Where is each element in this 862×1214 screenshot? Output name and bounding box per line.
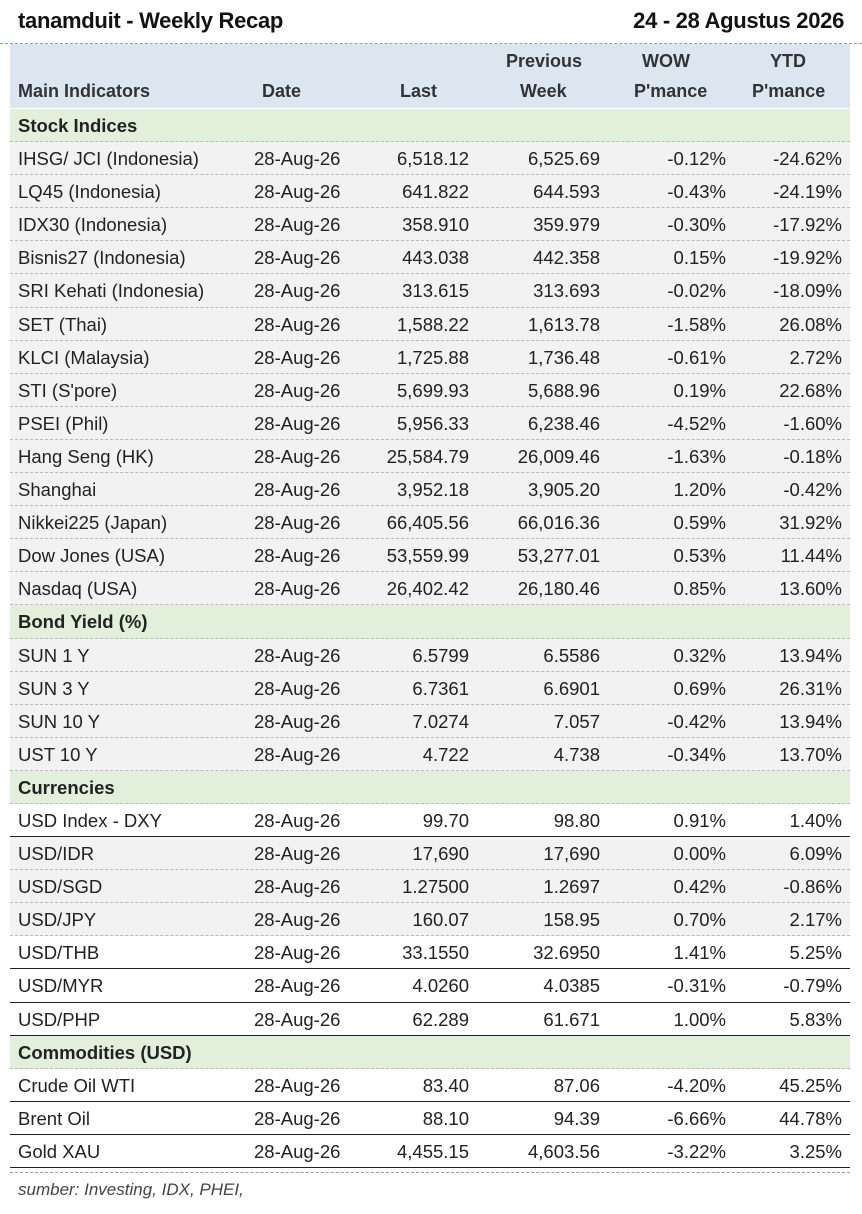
previous-week-value: 1,736.48 [527, 346, 600, 368]
last-value: 17,690 [412, 843, 469, 865]
ytd-performance: 13.94% [779, 644, 842, 666]
table-row [10, 142, 850, 175]
table-bottom-divider [10, 1172, 850, 1173]
wow-performance: -1.63% [667, 445, 726, 467]
date-cell: 28-Aug-26 [254, 412, 341, 434]
last-value: 88.10 [422, 1107, 469, 1129]
table-row [10, 407, 850, 440]
col-ytd-line1: YTD [770, 51, 806, 71]
ytd-performance: -19.92% [773, 247, 842, 269]
wow-performance: -4.52% [667, 412, 726, 434]
date-cell: 28-Aug-26 [254, 545, 341, 567]
section-label: Bond Yield (%) [18, 611, 148, 633]
last-value: 33.1550 [402, 942, 469, 964]
col-ytd-line2: P'mance [752, 81, 826, 101]
indicator-name: USD/THB [18, 942, 100, 964]
ytd-performance: -0.86% [783, 876, 842, 898]
previous-week-value: 5,688.96 [527, 379, 600, 401]
previous-week-value: 53,277.01 [517, 545, 600, 567]
date-cell: 28-Aug-26 [254, 214, 341, 236]
last-value: 25,584.79 [386, 445, 469, 467]
ytd-performance: -1.60% [783, 412, 842, 434]
ytd-performance: 26.31% [779, 677, 842, 699]
table-row [10, 1003, 850, 1036]
previous-week-value: 6,525.69 [527, 148, 600, 170]
wow-performance: 0.53% [673, 545, 726, 567]
last-value: 7.0274 [412, 710, 469, 732]
section-header [10, 1036, 850, 1069]
last-value: 62.289 [412, 1008, 469, 1030]
wow-performance: 0.42% [673, 876, 726, 898]
previous-week-value: 61.671 [543, 1008, 600, 1030]
previous-week-value: 94.39 [553, 1107, 600, 1129]
ytd-performance: 44.78% [779, 1107, 842, 1129]
ytd-performance: 6.09% [789, 843, 842, 865]
indicator-name: LQ45 (Indonesia) [18, 181, 161, 203]
wow-performance: -0.31% [667, 975, 726, 997]
report-title: tanamduit - Weekly Recap [18, 8, 284, 33]
wow-performance: 0.00% [673, 843, 726, 865]
wow-performance: -6.66% [667, 1107, 726, 1129]
indicator-name: Nasdaq (USA) [18, 578, 138, 600]
wow-performance: -0.34% [667, 743, 726, 765]
previous-week-value: 17,690 [543, 843, 600, 865]
previous-week-value: 66,016.36 [517, 512, 600, 534]
title-bar [0, 0, 862, 44]
last-value: 641.822 [402, 181, 469, 203]
last-value: 6,518.12 [396, 148, 469, 170]
date-cell: 28-Aug-26 [254, 1107, 341, 1129]
ytd-performance: -0.79% [783, 975, 842, 997]
date-cell: 28-Aug-26 [254, 743, 341, 765]
wow-performance: -1.58% [667, 313, 726, 335]
last-value: 4,455.15 [396, 1140, 469, 1162]
wow-performance: 0.32% [673, 644, 726, 666]
ytd-performance: 5.83% [789, 1008, 842, 1030]
date-cell: 28-Aug-26 [254, 445, 341, 467]
ytd-performance: 31.92% [779, 512, 842, 534]
last-value: 160.07 [412, 909, 469, 931]
last-value: 5,956.33 [396, 412, 469, 434]
table-row [10, 738, 850, 771]
previous-week-value: 3,905.20 [527, 479, 600, 501]
indicator-name: SET (Thai) [18, 313, 108, 335]
previous-week-value: 644.593 [533, 181, 600, 203]
date-cell: 28-Aug-26 [254, 876, 341, 898]
last-value: 4.0260 [412, 975, 469, 997]
indicator-name: Gold XAU [18, 1140, 101, 1162]
date-cell: 28-Aug-26 [254, 379, 341, 401]
date-cell: 28-Aug-26 [254, 346, 341, 368]
indicator-name: Hang Seng (HK) [18, 445, 154, 467]
wow-performance: 1.20% [673, 479, 726, 501]
table-row [10, 639, 850, 672]
indicator-name: USD/PHP [18, 1008, 101, 1030]
ytd-performance: -0.42% [783, 479, 842, 501]
indicator-name: Nikkei225 (Japan) [18, 512, 168, 534]
indicator-name: SUN 10 Y [18, 710, 100, 732]
table-row [10, 837, 850, 870]
wow-performance: -3.22% [667, 1140, 726, 1162]
last-value: 99.70 [422, 809, 469, 831]
section-header [10, 605, 850, 638]
previous-week-value: 4.738 [553, 743, 600, 765]
date-cell: 28-Aug-26 [254, 843, 341, 865]
table-row [10, 969, 850, 1002]
previous-week-value: 359.979 [533, 214, 600, 236]
table-row [10, 208, 850, 241]
last-value: 6.7361 [412, 677, 469, 699]
date-cell: 28-Aug-26 [254, 512, 341, 534]
table-row [10, 572, 850, 605]
previous-week-value: 1.2697 [543, 876, 600, 898]
ytd-performance: 11.44% [780, 545, 842, 567]
ytd-performance: 5.25% [789, 942, 842, 964]
table-row [10, 672, 850, 705]
table-row [10, 274, 850, 307]
wow-performance: 1.41% [673, 942, 726, 964]
indicator-name: USD/JPY [18, 909, 97, 931]
previous-week-value: 6,238.46 [527, 412, 600, 434]
indicator-name: Shanghai [18, 479, 97, 501]
wow-performance: -0.02% [667, 280, 726, 302]
last-value: 358.910 [402, 214, 469, 236]
ytd-performance: 26.08% [779, 313, 842, 335]
ytd-performance: -17.92% [773, 214, 842, 236]
wow-performance: -0.43% [667, 181, 726, 203]
indicator-name: Bisnis27 (Indonesia) [18, 247, 186, 269]
wow-performance: 0.85% [673, 578, 726, 600]
ytd-performance: -0.18% [783, 445, 842, 467]
previous-week-value: 442.358 [533, 247, 600, 269]
ytd-performance: 13.94% [779, 710, 842, 732]
col-date: Date [262, 81, 302, 101]
last-value: 1,725.88 [396, 346, 469, 368]
table-row [10, 374, 850, 407]
indicator-name: USD/IDR [18, 843, 95, 865]
date-cell: 28-Aug-26 [254, 313, 341, 335]
source-note: sumber: Investing, IDX, PHEI, [18, 1180, 244, 1199]
indicator-name: Brent Oil [18, 1107, 90, 1129]
last-value: 1,588.22 [396, 313, 469, 335]
table-body [10, 109, 850, 1168]
previous-week-value: 32.6950 [533, 942, 600, 964]
ytd-performance: 2.72% [789, 346, 842, 368]
indicator-name: KLCI (Malaysia) [18, 346, 150, 368]
last-value: 313.615 [402, 280, 469, 302]
ytd-performance: 13.70% [779, 743, 842, 765]
indicator-name: Crude Oil WTI [18, 1074, 136, 1096]
date-cell: 28-Aug-26 [254, 710, 341, 732]
wow-performance: -0.12% [667, 148, 726, 170]
date-cell: 28-Aug-26 [254, 809, 341, 831]
last-value: 5,699.93 [396, 379, 469, 401]
col-wow-line2: P'mance [634, 81, 708, 101]
table-row [10, 440, 850, 473]
col-previous-line1: Previous [506, 51, 583, 71]
col-last: Last [400, 81, 438, 101]
wow-performance: 0.19% [673, 379, 726, 401]
ytd-performance: -24.19% [773, 181, 842, 203]
last-value: 53,559.99 [386, 545, 469, 567]
table-row [10, 341, 850, 374]
section-header [10, 109, 850, 142]
date-cell: 28-Aug-26 [254, 909, 341, 931]
wow-performance: 0.69% [673, 677, 726, 699]
indicator-name: USD/SGD [18, 876, 103, 898]
table-row [10, 241, 850, 274]
indicator-name: IDX30 (Indonesia) [18, 214, 168, 236]
last-value: 1.27500 [402, 876, 469, 898]
previous-week-value: 4,603.56 [527, 1140, 600, 1162]
wow-performance: -0.42% [667, 710, 726, 732]
indicator-name: SRI Kehati (Indonesia) [18, 280, 205, 302]
previous-week-value: 26,180.46 [517, 578, 600, 600]
indicator-name: UST 10 Y [18, 743, 98, 765]
indicator-name: USD/MYR [18, 975, 104, 997]
table-row [10, 175, 850, 208]
previous-week-value: 313.693 [533, 280, 600, 302]
table-row [10, 705, 850, 738]
indicator-name: STI (S'pore) [18, 379, 118, 401]
last-value: 443.038 [402, 247, 469, 269]
date-cell: 28-Aug-26 [254, 280, 341, 302]
previous-week-value: 87.06 [553, 1074, 600, 1096]
wow-performance: 0.15% [673, 247, 726, 269]
ytd-performance: 3.25% [789, 1140, 842, 1162]
indicator-name: Dow Jones (USA) [18, 545, 166, 567]
indicator-name: PSEI (Phil) [18, 412, 109, 434]
previous-week-value: 1,613.78 [527, 313, 600, 335]
table-row [10, 1135, 850, 1168]
last-value: 3,952.18 [396, 479, 469, 501]
ytd-performance: -24.62% [773, 148, 842, 170]
table-row [10, 936, 850, 969]
date-cell: 28-Aug-26 [254, 578, 341, 600]
last-value: 66,405.56 [386, 512, 469, 534]
last-value: 83.40 [422, 1074, 469, 1096]
table-row [10, 539, 850, 572]
report-period: 24 - 28 Agustus 2026 [633, 8, 844, 33]
last-value: 6.5799 [412, 644, 469, 666]
date-cell: 28-Aug-26 [254, 644, 341, 666]
wow-performance: 1.00% [673, 1008, 726, 1030]
wow-performance: -0.30% [667, 214, 726, 236]
indicator-name: SUN 3 Y [18, 677, 90, 699]
wow-performance: 0.59% [673, 512, 726, 534]
section-label: Stock Indices [18, 115, 138, 136]
table-row [10, 804, 850, 837]
previous-week-value: 158.95 [543, 909, 600, 931]
table-row [10, 903, 850, 936]
table-row [10, 1069, 850, 1102]
ytd-performance: 13.60% [779, 578, 842, 600]
last-value: 26,402.42 [386, 578, 469, 600]
date-cell: 28-Aug-26 [254, 1140, 341, 1162]
date-cell: 28-Aug-26 [254, 975, 341, 997]
previous-week-value: 7.057 [553, 710, 600, 732]
section-label: Commodities (USD) [18, 1041, 192, 1063]
date-cell: 28-Aug-26 [254, 181, 341, 203]
previous-week-value: 6.5586 [543, 644, 600, 666]
table-row [10, 473, 850, 506]
wow-performance: -4.20% [667, 1074, 726, 1096]
date-cell: 28-Aug-26 [254, 247, 341, 269]
table-row [10, 1102, 850, 1135]
previous-week-value: 98.80 [553, 809, 600, 831]
date-cell: 28-Aug-26 [254, 148, 341, 170]
date-cell: 28-Aug-26 [254, 1074, 341, 1096]
date-cell: 28-Aug-26 [254, 677, 341, 699]
indicator-name: USD Index - DXY [18, 809, 162, 831]
date-cell: 28-Aug-26 [254, 1008, 341, 1030]
previous-week-value: 6.6901 [543, 677, 600, 699]
ytd-performance: 45.25% [779, 1074, 842, 1096]
wow-performance: 0.91% [673, 809, 726, 831]
col-previous-line2: Week [520, 81, 567, 101]
ytd-performance: 1.40% [789, 809, 842, 831]
section-header [10, 771, 850, 804]
col-wow-line1: WOW [642, 51, 690, 71]
wow-performance: -0.61% [667, 346, 726, 368]
section-label: Currencies [18, 776, 115, 798]
previous-week-value: 4.0385 [543, 975, 600, 997]
table-row [10, 308, 850, 341]
ytd-performance: 2.17% [789, 909, 842, 931]
indicator-name: IHSG/ JCI (Indonesia) [18, 148, 199, 170]
table-row [10, 506, 850, 539]
last-value: 4.722 [422, 743, 469, 765]
previous-week-value: 26,009.46 [517, 445, 600, 467]
table-row [10, 870, 850, 903]
ytd-performance: 22.68% [779, 379, 842, 401]
table-header [10, 44, 850, 108]
date-cell: 28-Aug-26 [254, 479, 341, 501]
wow-performance: 0.70% [673, 909, 726, 931]
date-cell: 28-Aug-26 [254, 942, 341, 964]
col-main-indicators: Main Indicators [18, 81, 151, 101]
indicator-name: SUN 1 Y [18, 644, 90, 666]
ytd-performance: -18.09% [773, 280, 842, 302]
